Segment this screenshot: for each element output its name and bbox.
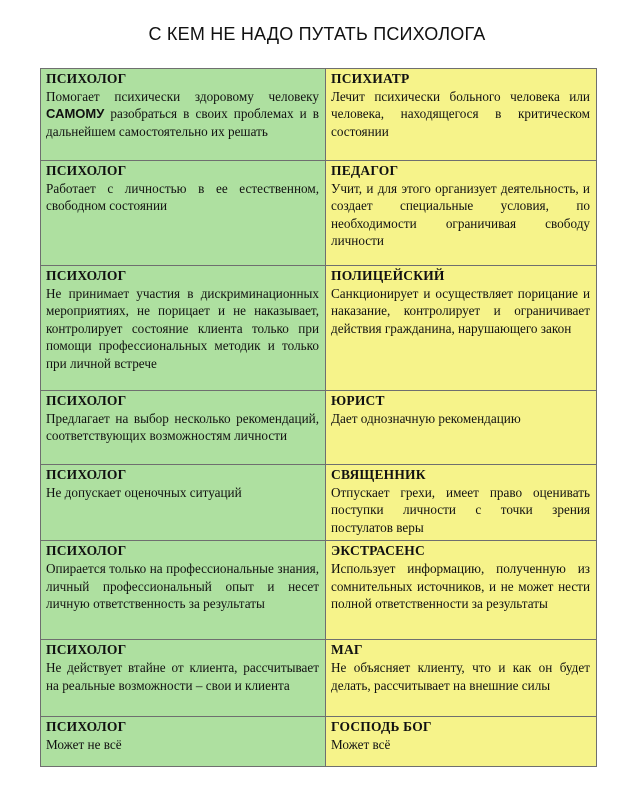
cell-text: Не допускает оценочных ситуаций [46, 485, 242, 500]
profession-cell [326, 717, 597, 767]
cell-text: Опирается только на профессиональные знания, личный профессиональный опыт и несет личную ответственность за результаты [46, 561, 319, 612]
cell-heading: ПСИХОЛОГ [46, 719, 127, 735]
cell-heading: МАГ [331, 642, 363, 658]
cell-text: Отпускает грехи, имеет право оценивать поступки личности с точки зрения постулатов веры [331, 485, 590, 535]
cell-text: Работает с личностью в ее естественном, свободном состоянии [46, 181, 319, 214]
psychologist-cell [41, 541, 326, 640]
comparison-table [40, 68, 597, 767]
cell-text: Учит, и для этого организует деятельность, и создает специальные условия, по необходимости ограничивая свободу личности [331, 181, 590, 249]
cell-text: Не действует втайне от клиента, рассчитывает на реальные возможности – свои и клиента [46, 660, 319, 693]
psychologist-cell [41, 465, 326, 541]
table-row [41, 717, 597, 767]
cell-text: Лечит психически больного человека или человека, находящегося в критическом состоянии [331, 89, 590, 139]
page-title: С КЕМ НЕ НАДО ПУТАТЬ ПСИХОЛОГА [148, 24, 486, 44]
cell-heading: ПСИХОЛОГ [46, 71, 127, 86]
cell-heading: ПСИХОЛОГ [46, 543, 127, 559]
table-row [41, 69, 597, 161]
cell-heading: ПСИХИАТР [331, 71, 410, 86]
profession-cell [326, 161, 597, 266]
cell-heading: ПОЛИЦЕЙСКИЙ [331, 268, 445, 283]
profession-cell [326, 640, 597, 717]
cell-text: Может всё [331, 737, 391, 753]
table-row [41, 391, 597, 465]
cell-text: Санкционирует и осуществляет порицание и наказание, контролирует и ограничивает действия гражданина, нарушающего закон [331, 286, 590, 336]
cell-text: Не объясняет клиенту, что и как он будет делать, рассчитывает на внешние силы [331, 660, 590, 693]
cell-heading: СВЯЩЕННИК [331, 467, 426, 482]
profession-cell [326, 391, 597, 465]
psychologist-cell [41, 161, 326, 266]
profession-cell [326, 465, 597, 541]
cell-text: Предлагает на выбор несколько рекомендаций, соответствующих возможностям личности [46, 411, 319, 444]
cell-heading: ПСИХОЛОГ [46, 642, 127, 658]
cell-text: Не принимает участия в дискриминационных мероприятиях, не порицает и не наказывает, контролирует состояние клиента только при помощи профессиональных методик и только при личной встрече [46, 286, 319, 371]
cell-text: Помогает психически здоровому человеку САМОМУ разобраться в своих проблемах и в дальнейшем самостоятельно их решать [46, 89, 319, 139]
cell-heading: ПСИХОЛОГ [46, 467, 127, 482]
cell-heading: ПЕДАГОГ [331, 163, 399, 178]
cell-text: Использует информацию, полученную из сомнительных источников, и не может нести полной ответственности за результаты [331, 561, 590, 612]
table-row [41, 266, 597, 391]
cell-heading: ПСИХОЛОГ [46, 393, 127, 408]
cell-heading: ГОСПОДЬ БОГ [331, 719, 432, 735]
cell-heading: ПСИХОЛОГ [46, 268, 127, 283]
psychologist-cell [41, 717, 326, 767]
profession-cell [326, 541, 597, 640]
profession-cell [326, 266, 597, 391]
table-row [41, 465, 597, 541]
cell-text: Может не всё [46, 737, 122, 753]
profession-cell [326, 69, 597, 161]
psychologist-cell [41, 69, 326, 161]
cell-heading: ПСИХОЛОГ [46, 163, 127, 178]
cell-heading: ЭКСТРАСЕНС [331, 543, 425, 559]
psychologist-cell [41, 391, 326, 465]
psychologist-cell [41, 266, 326, 391]
cell-text: Дает однозначную рекомендацию [331, 411, 521, 426]
table-row [41, 541, 597, 640]
cell-heading: ЮРИСТ [331, 393, 385, 408]
table-row [41, 161, 597, 266]
emphasis-text: САМОМУ [46, 106, 105, 122]
psychologist-cell [41, 640, 326, 717]
table-row [41, 640, 597, 717]
